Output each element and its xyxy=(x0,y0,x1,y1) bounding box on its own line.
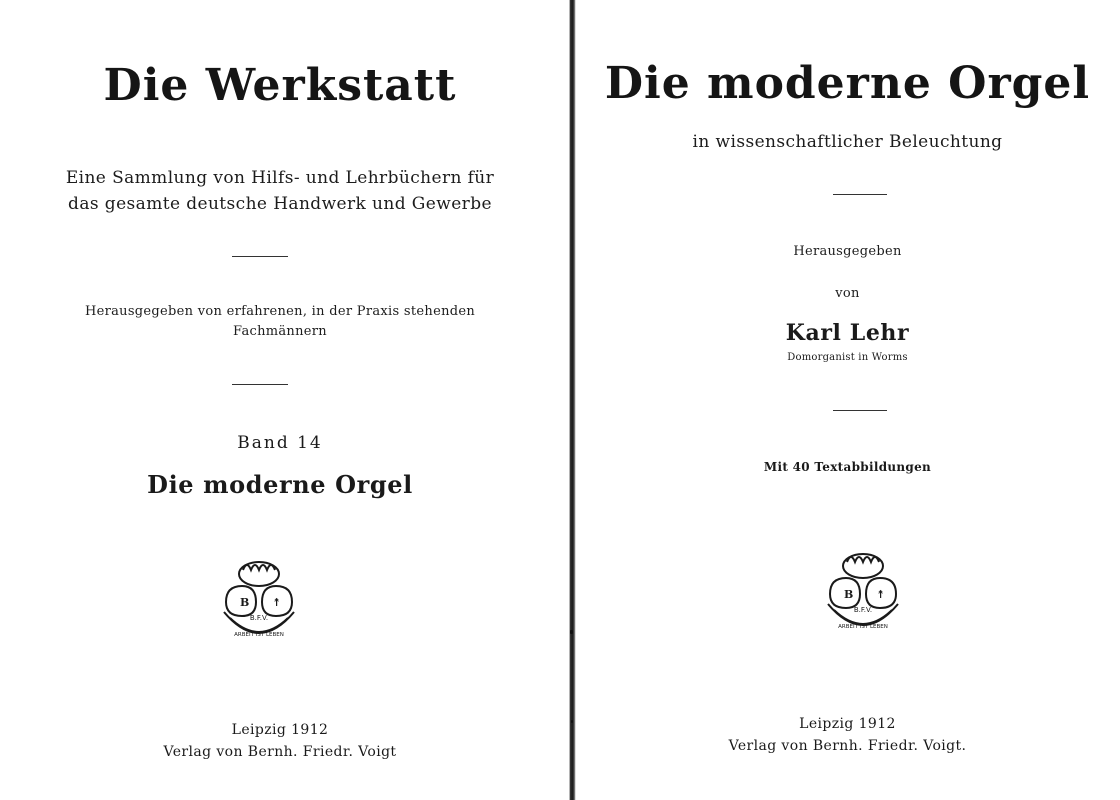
series-subtitle-line1: Eine Sammlung von Hilfs- und Lehrbüchern für xyxy=(65,168,495,188)
svg-text:↟: ↟ xyxy=(272,596,282,609)
edited-label: Herausgegeben xyxy=(793,244,902,259)
svg-text:B: B xyxy=(844,588,854,601)
publisher-line: Verlag von Bernh. Friedr. Voigt xyxy=(163,744,397,760)
series-subtitle-line2: das gesamte deutsche Handwerk und Gewerbe xyxy=(68,194,492,214)
book-subtitle: in wissenschaftlicher Beleuchtung xyxy=(692,132,1003,152)
right-page xyxy=(575,0,1120,800)
gutter-speck xyxy=(571,720,573,723)
publisher-emblem xyxy=(822,548,904,640)
author-role: Domorganist in Worms xyxy=(787,352,908,363)
book-title: Die moderne Orgel xyxy=(604,58,1091,109)
emblem-initials: B.F.V. xyxy=(853,606,873,614)
divider-rule xyxy=(833,194,887,195)
divider-rule xyxy=(833,410,887,411)
place-year: Leipzig 1912 xyxy=(799,716,896,732)
gutter-speck xyxy=(570,630,573,634)
place-year: Leipzig 1912 xyxy=(231,722,329,738)
svg-text:B: B xyxy=(240,596,250,609)
emblem-initials: B.F.V. xyxy=(249,614,269,622)
editors-line2: Fachmännern xyxy=(233,324,327,339)
emblem-motto: ARBEIT IST LEBEN xyxy=(234,632,284,638)
by-label: von xyxy=(835,286,860,301)
series-title: Die Werkstatt xyxy=(103,60,457,111)
author-name: Karl Lehr xyxy=(785,320,910,346)
volume-number: Band 14 xyxy=(237,433,323,453)
publisher-emblem xyxy=(218,556,300,648)
divider-rule xyxy=(232,384,288,385)
illustrations-note: Mit 40 Textabbildungen xyxy=(763,460,932,474)
volume-title: Die moderne Orgel xyxy=(147,470,413,499)
divider-rule xyxy=(232,256,288,257)
svg-text:↟: ↟ xyxy=(876,588,886,601)
emblem-motto: ARBEIT IST LEBEN xyxy=(838,624,888,630)
publisher-line: Verlag von Bernh. Friedr. Voigt. xyxy=(728,738,967,754)
editors-line1: Herausgegeben von erfahrenen, in der Praxis stehenden xyxy=(84,304,476,319)
